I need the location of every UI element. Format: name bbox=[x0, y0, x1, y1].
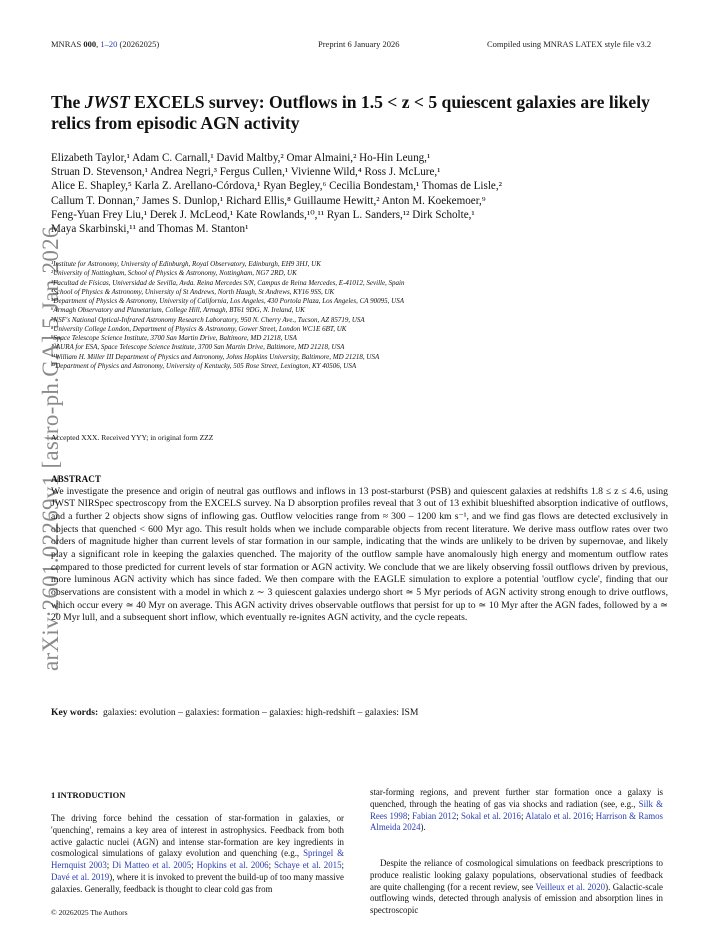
intro-paragraph-2: Despite the reliance of cosmological simulations on feedback prescriptions to produce realistic looking galaxy populations, observational studies of feedback are quite challenging (for a recent review, see Veilleux et al. 2020). Galactic-scale outflowing winds, detected through analysis of emission and absorption lines in spectroscopic bbox=[370, 858, 663, 916]
copyright-footer: © 20262025 The Authors bbox=[51, 908, 128, 917]
citation-link[interactable]: Davé et al. 2019 bbox=[51, 871, 110, 882]
author-line: Feng-Yuan Frey Liu,¹ Derek J. McLeod,¹ Kate Rowlands,¹⁰,¹¹ Ryan L. Sanders,¹² Dirk Scholte,¹ bbox=[51, 208, 475, 221]
journal-volume: 000 bbox=[83, 39, 97, 49]
intro-column-left: The driving force behind the cessation of star-formation in galaxies, or 'quenching', remains a key area of interest in astrophysics. Feedback from both active galactic nuclei (AGN) and intense star-formation are key ingredients in cosmological simulations of galaxy evolution and quenching (e.g., Springel & Hernquist 2003; Di Matteo et al. 2005; Hopkins et al. 2006; Schaye et al. 2015; Davé et al. 2019), where it is invoked to prevent the build-up of too many massive galaxies. Generally, feedback is thought to clear cold gas from bbox=[51, 813, 345, 894]
affiliation: ⁸University College London, Department of Physics & Astronomy, Gower Street, London WC1E 6BT, UK bbox=[51, 324, 347, 333]
title-jwst: JWST bbox=[84, 92, 130, 112]
citation-link[interactable]: Silk & Rees 1998 bbox=[370, 798, 663, 821]
citation-link[interactable]: Alatalo et al. 2016 bbox=[525, 810, 592, 821]
citation-link[interactable]: Schaye et al. 2015 bbox=[274, 860, 342, 871]
keywords bbox=[51, 707, 668, 718]
affiliation: ³Facultad de Físicas, Universidad de Sevilla, Avda. Reina Mercedes S/N, Campus de Reina Mercedes, E-41012, Seville, Spain bbox=[51, 278, 405, 287]
citation-link[interactable]: Hopkins et al. 2006 bbox=[196, 860, 269, 871]
author-line: Elizabeth Taylor,¹ Adam C. Carnall,¹ David Maltby,² Omar Almaini,² Ho-Hin Leung,¹ bbox=[51, 152, 431, 164]
citation-link[interactable]: Harrison & Ramos Almeida 2024 bbox=[370, 810, 663, 833]
author-line: Maya Skarbinski,¹¹ and Thomas M. Stanton¹ bbox=[51, 223, 249, 236]
citation-link[interactable]: Veilleux et al. 2020 bbox=[535, 881, 606, 892]
abstract-text: We investigate the presence and origin of neutral gas outflows and inflows in 13 post-starburst (PSB) and quiescent galaxies at redshifts 1.8 ≤ z ≤ 4.6, using JWST NIRSpec spectroscopy from the EXCELS survey. Na D absorption profiles reveal that 3 out of 13 exhibit blueshifted absorption indicative of outflows, and a further 2 objects show signs of inflowing gas. Outflow velocities range from ≈ 300 – 1200 km s⁻¹, and we find gas flows are detected exclusively in objects that quenched < 600 Myr ago. This result holds when we include comparable objects from recent literature. We derive mass outflow rates over two orders of magnitude higher than current levels of star formation in our sample, indicating that the winds are unlikely to be driven by supernovae, and likely play a significant role in keeping the galaxies quenched. The majority of the outflow sample have anomalously high energy and momentum outflow rates compared to those predicted for current levels of star formation or AGN activity. We conclude that we are likely observing fossil outflows driven by previous, more luminous AGN activity which has since faded. We then compare with the EAGLE simulation to explore a potential 'outflow cycle', finding that our observations are consistent with a model in which z ∼ 3 quiescent galaxies undergo short ≃ 5 Myr periods of AGN activity strong enough to drive outflows, which occur every ≃ 40 Myr on average. This AGN activity drives observable outflows that persist for up to ≃ 10 Myr after the AGN fades, followed by a ≃ 20 Myr lull, and a subsequent short inflow, which eventually re-ignites AGN activity, and the cycle repeats. bbox=[51, 485, 668, 624]
affiliation: ⁴School of Physics & Astronomy, University of St Andrews, North Haugh, St Andrews, KY16 9SS, UK bbox=[51, 287, 335, 296]
abstract-heading: ABSTRACT bbox=[51, 474, 102, 484]
citation-link[interactable]: Fabian 2012 bbox=[412, 810, 457, 821]
accepted-note: Accepted XXX. Received YYY; in original form ZZZ bbox=[51, 433, 214, 442]
keywords-text: galaxies: evolution – galaxies: formation – galaxies: high-redshift – galaxies: ISM bbox=[102, 707, 419, 718]
affiliation: ⁹Space Telescope Science Institute, 3700 San Martin Drive, Baltimore, MD 21218, USA bbox=[51, 334, 297, 342]
affiliation-list bbox=[51, 260, 681, 371]
citation-link[interactable]: Sokal et al. 2016 bbox=[461, 810, 521, 821]
affiliation: ¹Institute for Astronomy, University of Edinburgh, Royal Observatory, Edinburgh, EH9 3HJ, UK bbox=[51, 260, 321, 268]
preprint-date: Preprint 6 January 2026 bbox=[318, 39, 400, 49]
section-heading: 1 INTRODUCTION bbox=[51, 790, 126, 800]
journal-citation: MNRAS 000, 1–20 (20262025) bbox=[51, 39, 160, 49]
affiliation: ²University of Nottingham, School of Physics & Astronomy, Nottingham, NG7 2RD, UK bbox=[51, 269, 297, 278]
pages-link[interactable]: 1–20 bbox=[100, 39, 118, 49]
affiliation: ¹¹William H. Miller III Department of Physics and Astronomy, Johns Hopkins University, Baltimore, MD 21218, USA bbox=[51, 352, 380, 361]
intro-column-right: star-forming regions, and prevent further star formation once a galaxy is quenched, through the heating of gas via shocks and radiation (see, e.g., Silk & Rees 1998; Fabian 2012; Sokal et al. 2016; Alatalo et al. 2016; Harrison & Ramos Almeida 2024). bbox=[370, 787, 663, 833]
affiliation: ¹²Department of Physics and Astronomy, University of Kentucky, 505 Rose Street, Lexington, KY 40506, USA bbox=[51, 361, 357, 370]
affiliation: ⁷NSF's National Optical-Infrared Astronomy Research Laboratory, 950 N. Cherry Ave., Tucson, AZ 85719, USA bbox=[51, 315, 365, 324]
journal-year: (20262025) bbox=[117, 39, 160, 49]
keywords-label: Key words: bbox=[51, 707, 99, 718]
arxiv-identifier: arXiv:2601.02269v1 [astro-ph.GA] 5 Jan 2026 bbox=[38, 226, 63, 671]
author-line: Callum T. Donnan,⁷ James S. Dunlop,¹ Richard Ellis,⁸ Guillaume Hewitt,² Anton M. Koekemoer,⁹ bbox=[51, 194, 486, 207]
journal-name: MNRAS bbox=[51, 39, 84, 49]
paper-title: The JWST EXCELS survey: Outflows in 1.5 < z < 5 quiescent galaxies are likely relics from episodic AGN activity bbox=[51, 92, 650, 133]
compiled-note: Compiled using MNRAS LATEX style file v3.2 bbox=[487, 39, 652, 49]
abstract bbox=[51, 473, 668, 625]
citation-link[interactable]: Springel & Hernquist 2003 bbox=[51, 848, 345, 871]
affiliation: ¹⁰AURA for ESA, Space Telescope Science Institute, 3700 San Martin Drive, Baltimore, MD 21218, USA bbox=[51, 343, 345, 352]
author-line: Alice E. Shapley,⁵ Karla Z. Arellano-Córdova,¹ Ryan Begley,⁶ Cecilia Bondestam,¹ Thomas de Lisle,² bbox=[51, 180, 502, 193]
affiliation: ⁵Department of Physics & Astronomy, University of California, Los Angeles, 430 Portola Plaza, Los Angeles, CA 90095, USA bbox=[51, 297, 405, 305]
author-list bbox=[51, 151, 676, 236]
citation-link[interactable]: Di Matteo et al. 2005 bbox=[112, 860, 192, 871]
affiliation: ⁶Armagh Observatory and Planetarium, College Hill, Armagh, BT61 9DG, N. Ireland, UK bbox=[51, 306, 305, 315]
author-line: Struan D. Stevenson,¹ Andrea Negri,³ Fergus Cullen,¹ Vivienne Wild,⁴ Ross J. McLure,¹ bbox=[51, 166, 441, 179]
